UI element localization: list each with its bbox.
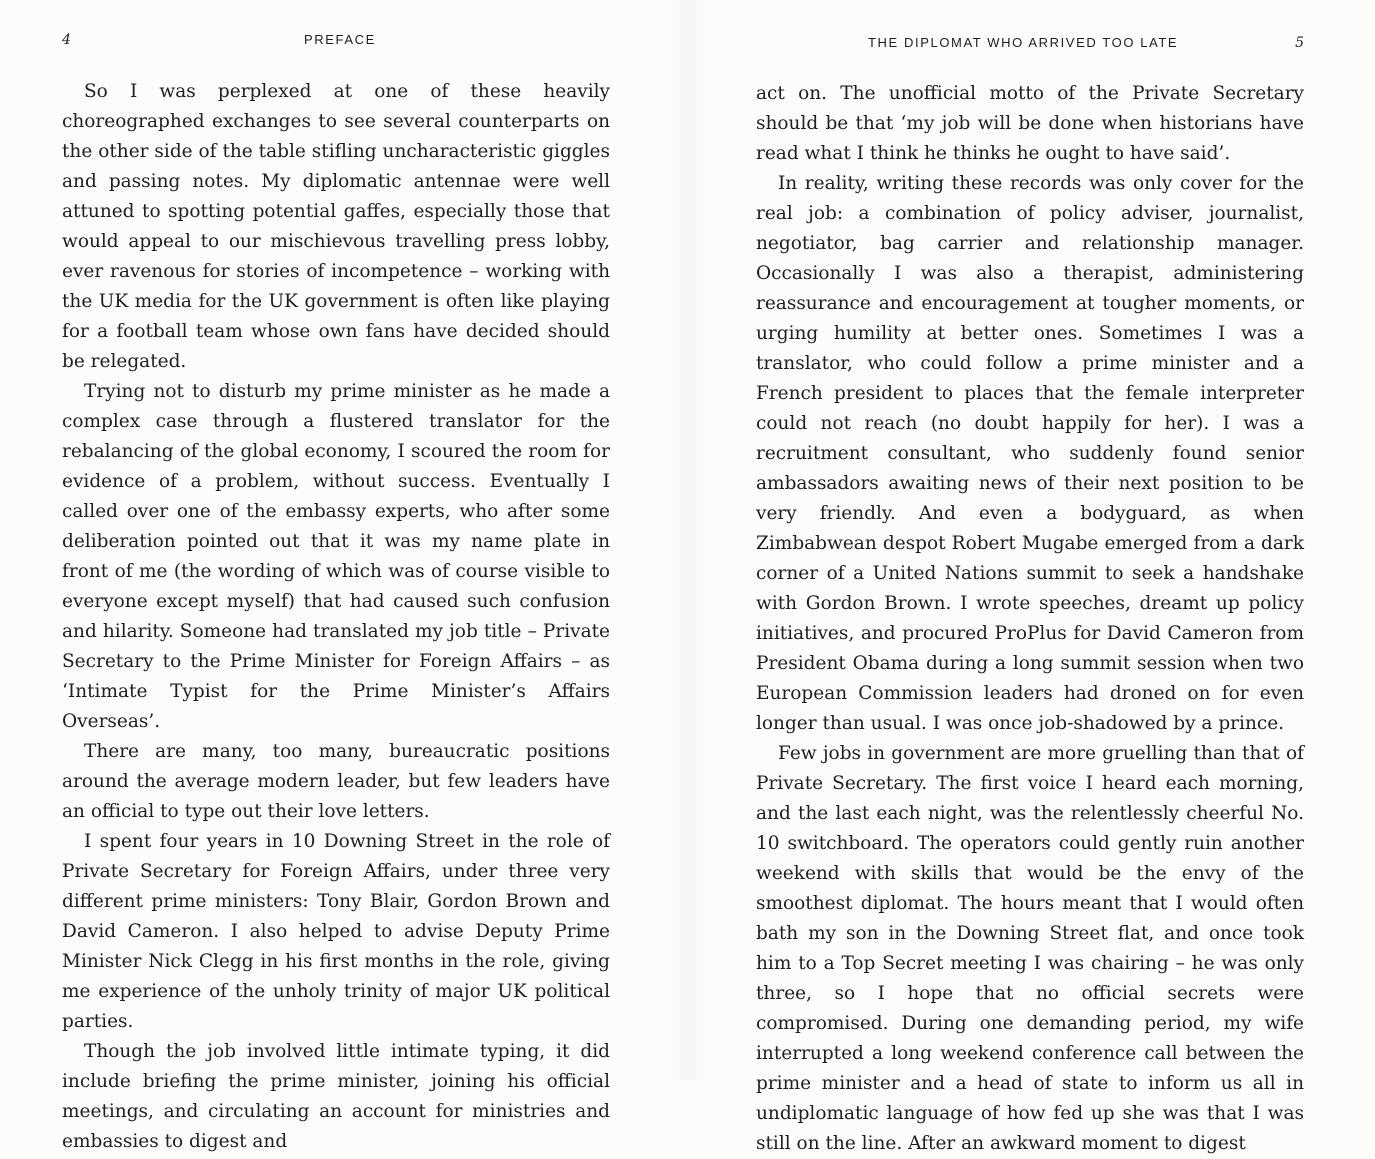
left-page-body [62, 77, 610, 1157]
right-page-body [756, 79, 1304, 1159]
left-page-number: 4 [62, 32, 71, 48]
gutter-shadow [668, 0, 708, 1080]
left-paragraph-1: So I was perplexed at one of these heavily choreographed exchanges to see several counterparts on the other side of the table stifling uncharacteristic giggles and passing notes. My diplomatic antennae were well attuned to spotting potential gaffes, especially those that would appeal to our mischievous travelling press lobby, ever ravenous for stories of incompetence – working with the UK media for the UK government is often like playing for a football team whose own fans have decided should be relegated. [62, 81, 610, 372]
right-running-head [756, 35, 1304, 55]
left-running-head [62, 32, 610, 52]
left-paragraph-2: Trying not to disturb my prime minister as he made a complex case through a flustered translator for the rebalancing of the global economy, I scoured the room for evidence of a problem, without success. Eventually I called over one of the embassy experts, who after some deliberation pointed out that it was my name plate in front of me (the wording of which was of course visible to everyone except myself) that had caused such confusion and hilarity. Someone had translated my job title – Private Secretary to the Prime Minister for Foreign Affairs – as ‘Intimate Typist for the Prime Minister’s Affairs Overseas’. [62, 381, 610, 732]
left-paragraph-5: Though the job involved little intimate typing, it did include briefing the prime minister, joining his official meetings, and circulating an account for ministries and embassies to digest and [62, 1041, 610, 1152]
left-page [62, 0, 610, 1157]
right-paragraph-2: In reality, writing these records was only cover for the real job: a combination of policy adviser, journalist, negotiator, bag carrier and relationship manager. Occasionally I was also a therapist, administering reassurance and encouragement at tougher moments, or urging humility at better ones. Sometimes I was a translator, who could follow a prime minister and a French president to places that the female interpreter could not reach (no doubt happily for her). I was a recruitment consultant, who suddenly found senior ambassadors awaiting news of their next position to be very friendly. And even a bodyguard, as when Zimbabwean despot Robert Mugabe emerged from a dark corner of a United Nations summit to seek a handshake with Gordon Brown. I wrote speeches, dreamt up policy initiatives, and procured ProPlus for David Cameron from President Obama during a long summit session when two European Commission leaders had droned on for even longer than usual. I was once job-shadowed by a prince. [756, 173, 1304, 734]
right-paragraph-1: act on. The unofficial motto of the Private Secretary should be that ‘my job will be done when historians have read what I think he thinks he ought to have said’. [756, 83, 1304, 164]
right-paragraph-3: Few jobs in government are more gruelling than that of Private Secretary. The first voice I heard each morning, and the last each night, was the relentlessly cheerful No. 10 switchboard. The operators could gently ruin another weekend with skills that would be the envy of the smoothest diplomat. The hours meant that I would often bath my son in the Downing Street flat, and once took him to a Top Secret meeting I was chairing – he was only three, so I hope that no official secrets were compromised. During one demanding period, my wife interrupted a long weekend conference call between the prime minister and a head of state to inform us all in undiplomatic language of how fed up she was that I was still on the line. After an awkward moment to digest [756, 743, 1304, 1154]
left-paragraph-4: I spent four years in 10 Downing Street in the role of Private Secretary for Foreign Affairs, under three very different prime ministers: Tony Blair, Gordon Brown and David Cameron. I also helped to advise Deputy Prime Minister Nick Clegg in his first months in the role, giving me experience of the unholy trinity of major UK political parties. [62, 831, 610, 1032]
left-running-title: PREFACE [304, 32, 376, 47]
right-page-number: 5 [1295, 35, 1304, 51]
right-running-title: THE DIPLOMAT WHO ARRIVED TOO LATE [868, 35, 1179, 50]
left-paragraph-3: There are many, too many, bureaucratic positions around the average modern leader, but few leaders have an official to type out their love letters. [62, 741, 610, 822]
right-page [756, 0, 1304, 1159]
